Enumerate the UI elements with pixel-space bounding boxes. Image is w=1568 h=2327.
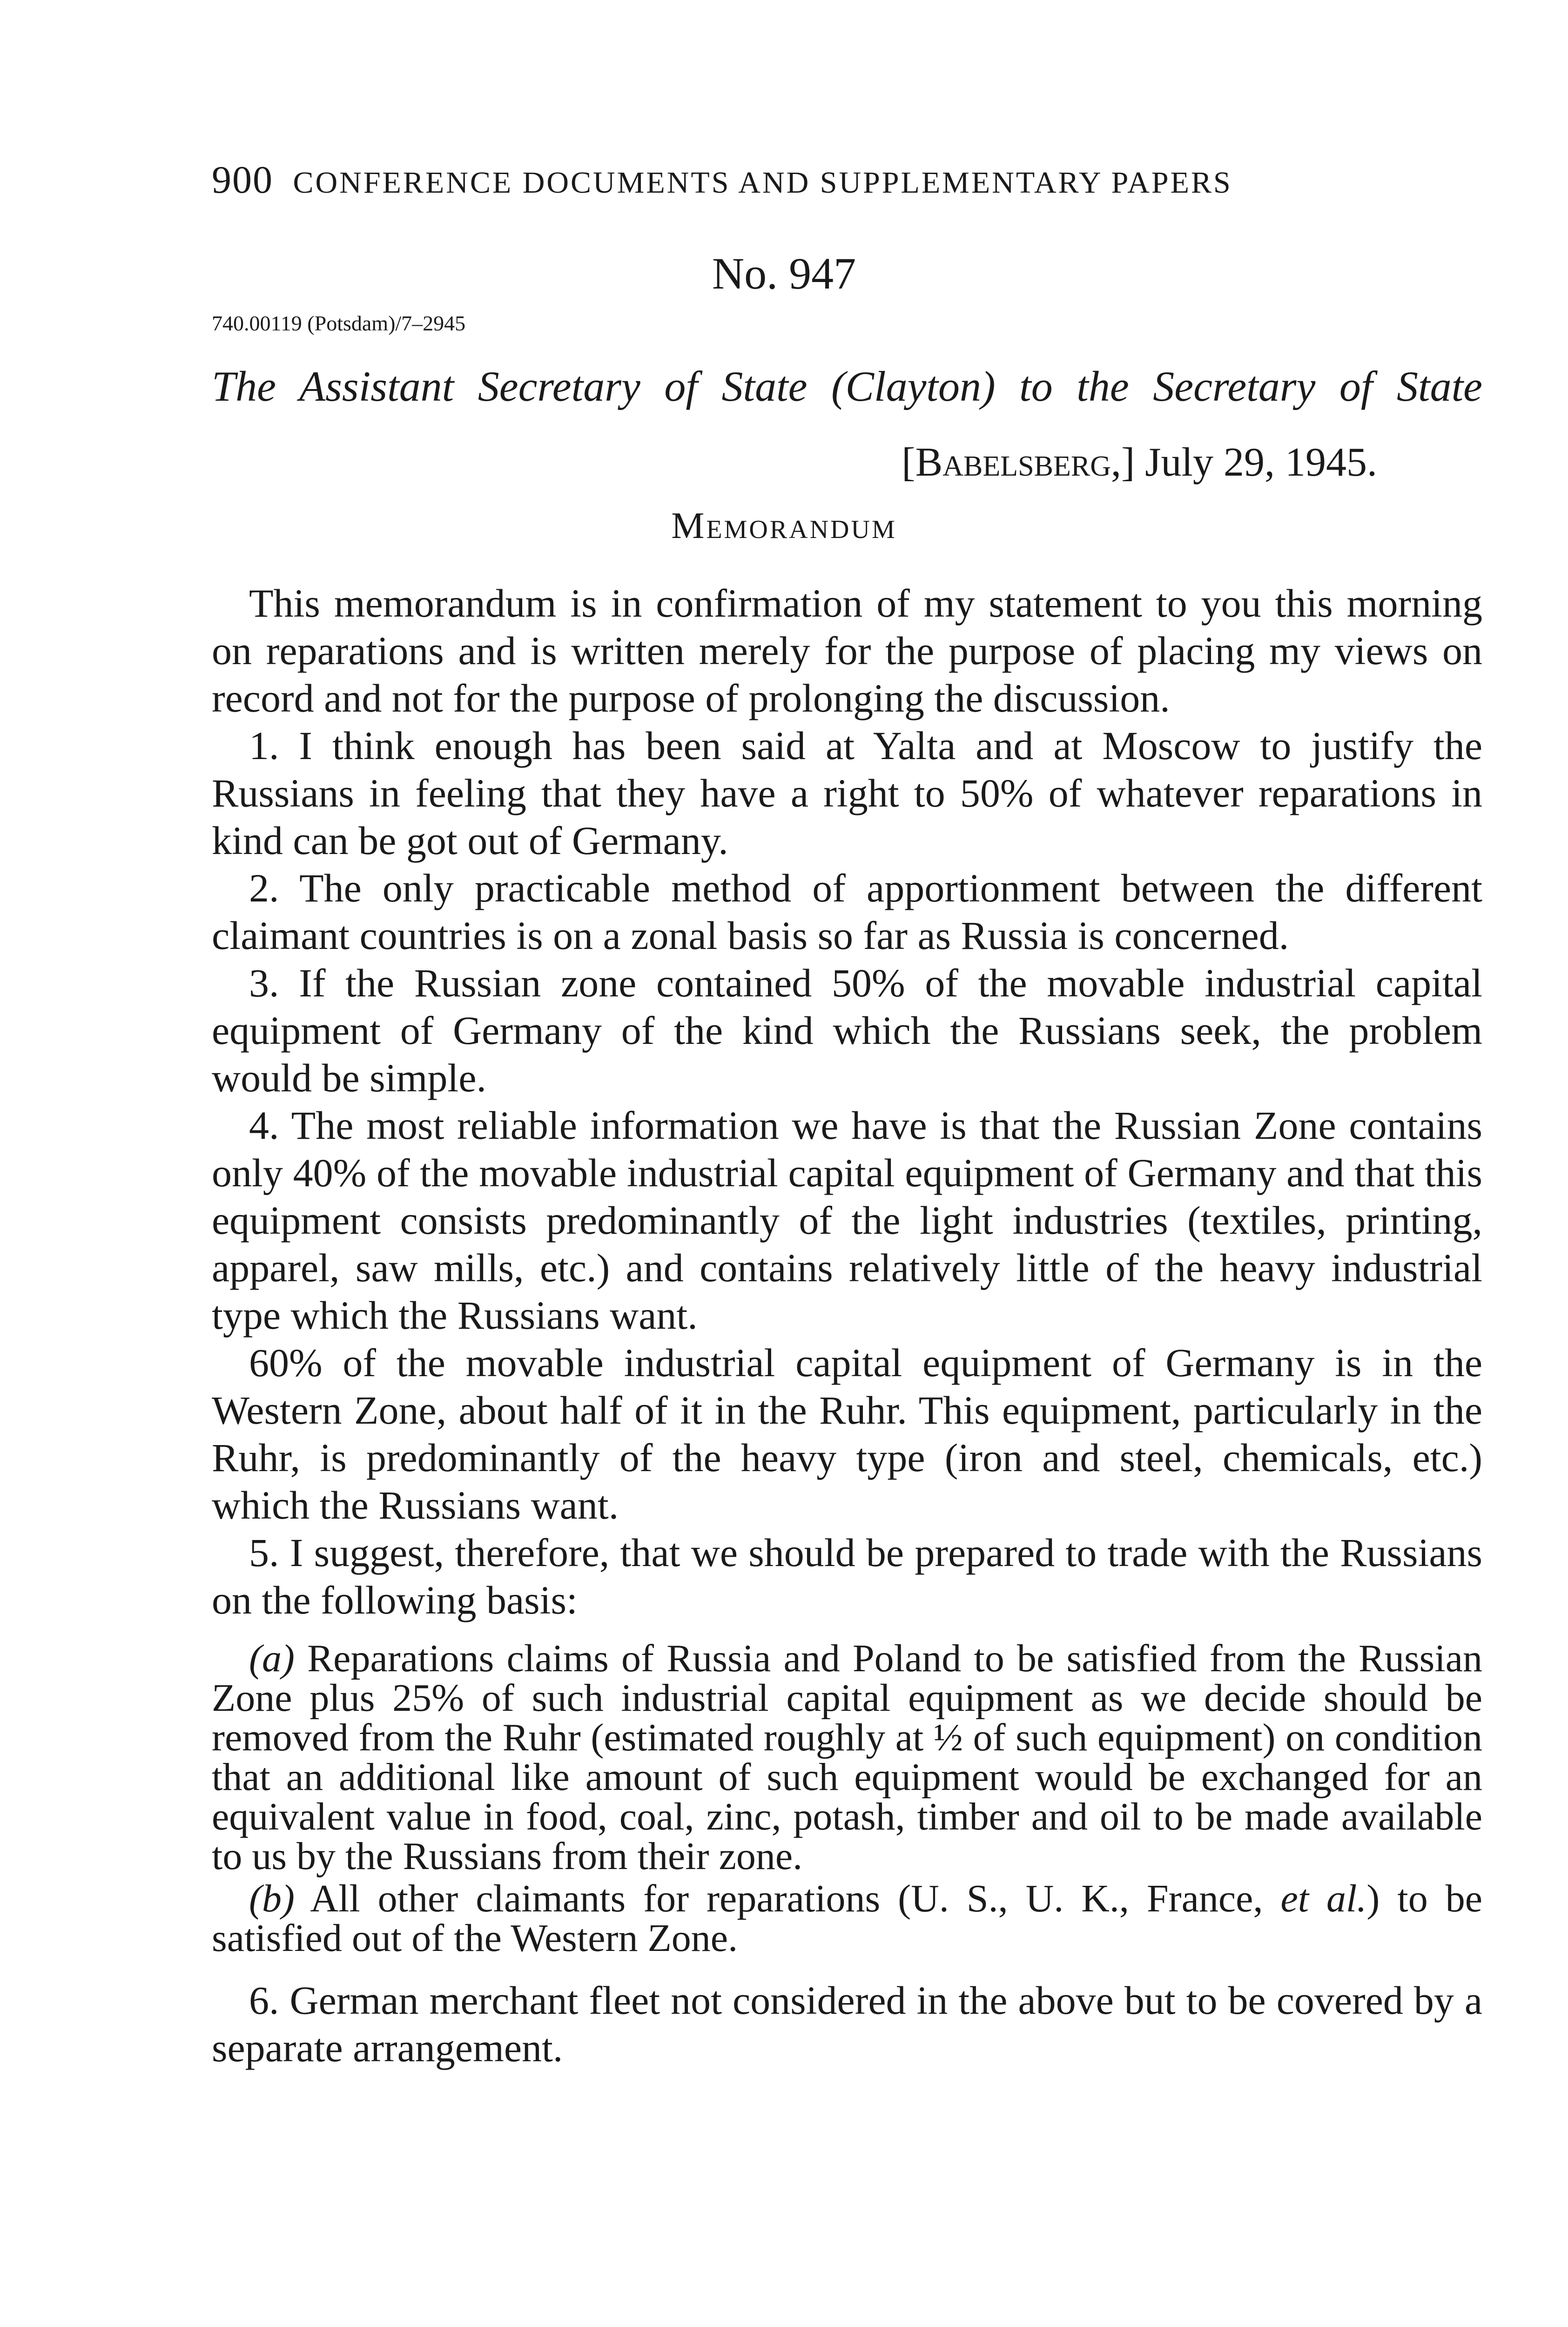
paragraph-intro: This memorandum is in confirmation of my statement to you this morning on reparations and is written merely for the purpose of placing my views on record and not for the purpose of prolonging the discussion. [212, 581, 1482, 720]
paragraph-1: 1. I think enough has been said at Yalta and at Moscow to justify the Russians in feeling that they have a right to 50% of whatever reparations in kind can be got out of Germany. [212, 723, 1482, 863]
closing-section [212, 1977, 1482, 2071]
document-number: No. 947 [712, 249, 856, 298]
subparagraphs [212, 1639, 1482, 1958]
subparagraph-a-label: (a) [249, 1637, 295, 1680]
subparagraph-b-text-before: All other claimants for reparations (U. S., U. K., France, [294, 1877, 1281, 1920]
subparagraph-b [212, 1879, 1482, 1958]
paragraph-4-continued: 60% of the movable industrial capital equipment of Germany is in the Western Zone, about half of it in the Ruhr. This equipment, particularly in the Ruhr, is predominantly of the heavy type (iron and steel, chemicals, etc.) which the Russians want. [212, 1340, 1482, 1527]
dateline-date: July 29, 1945. [1145, 440, 1377, 485]
paragraph-4: 4. The most reliable information we have is that the Russian Zone contains only 40% of the movable industrial capital equipment of Germany and that this equipment consists predominantly of the light industries (textiles, printing, apparel, saw mills, etc.) and contains relatively little of the heavy industrial type which the Russians want. [212, 1103, 1482, 1338]
paragraph-3: 3. If the Russian zone contained 50% of the movable industrial capital equipment of Germany of the kind which the Russians seek, the problem would be simple. [212, 961, 1482, 1100]
subparagraph-a [212, 1639, 1482, 1876]
memorandum-body [212, 579, 1482, 2071]
subparagraph-b-text-after: ) to be satisfied out of the Western Zone. [212, 1877, 1482, 1960]
running-title: CONFERENCE DOCUMENTS AND SUPPLEMENTARY PAPERS [293, 166, 1232, 200]
paragraph-5: 5. I suggest, therefore, that we should be prepared to trade with the Russians on the following basis: [212, 1530, 1482, 1622]
paragraph-2: 2. The only practicable method of apportionment between the different claimant countries is on a zonal basis so far as Russia is concerned. [212, 866, 1482, 958]
subparagraph-b-emphasis: et al. [1280, 1877, 1367, 1920]
memorandum-heading: Memorandum [671, 505, 897, 546]
file-reference: 740.00119 (Potsdam)/7–2945 [212, 311, 466, 335]
paragraph-6: 6. German merchant fleet not considered in the above but to be covered by a separate arrangement. [212, 1978, 1482, 2070]
subparagraph-b-label: (b) [249, 1877, 295, 1920]
document-title: The Assistant Secretary of State (Clayton) to the Secretary of State [212, 363, 1482, 410]
page-number: 900 [212, 158, 273, 202]
subparagraph-a-text: Reparations claims of Russia and Poland to be satisfied from the Russian Zone plus 25% of such industrial capital equipment as we decide should be removed from the Ruhr (estimated roughly at ½ of such equipment) on condition that an additional like amount of such equipment would be exchanged for an equivalent value in food, coal, zinc, potash, timber and oil to be made available to us by the Russians from their zone. [212, 1637, 1482, 1878]
dateline [902, 442, 1377, 483]
running-header [212, 158, 1357, 202]
dateline-place: [Babelsberg,] [902, 440, 1135, 485]
